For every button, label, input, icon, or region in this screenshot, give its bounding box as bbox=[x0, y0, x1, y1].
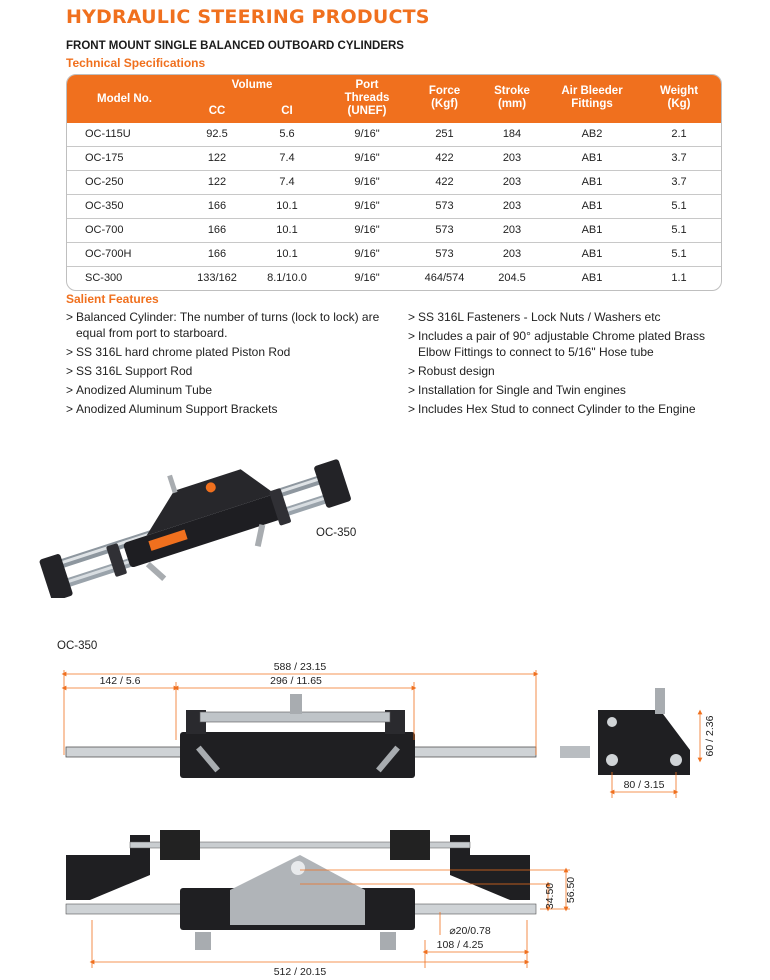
dim-rod-dia: ⌀20/0.78 bbox=[449, 925, 491, 937]
cell-port: 9/16" bbox=[354, 176, 380, 188]
salient-features-heading: Salient Features bbox=[66, 292, 159, 306]
cell-ci: 7.4 bbox=[279, 152, 295, 164]
drawing-caption: OC-350 bbox=[57, 640, 98, 652]
cell-ci: 10.1 bbox=[276, 200, 298, 212]
dim-height-b: 56.50 bbox=[565, 876, 577, 904]
spec-table bbox=[66, 74, 722, 291]
cell-force: 573 bbox=[435, 248, 454, 260]
feature-item: > Anodized Aluminum Tube bbox=[66, 382, 381, 398]
cell-force: 422 bbox=[435, 176, 454, 188]
cell-model: OC-175 bbox=[85, 152, 124, 164]
cell-port: 9/16" bbox=[354, 224, 380, 236]
header-weight: Weight (Kg) bbox=[659, 85, 699, 110]
header-model: Model No. bbox=[97, 93, 152, 105]
cell-port: 9/16" bbox=[354, 272, 380, 284]
cell-stroke: 184 bbox=[502, 128, 522, 140]
cell-model: SC-300 bbox=[85, 272, 123, 284]
feature-item: > Includes a pair of 90° adjustable Chrome plated Brass Elbow Fittings to connect to 5/16" Hose tube bbox=[408, 328, 728, 360]
header-port-threads: Port Threads (UNEF) bbox=[344, 79, 390, 117]
cell-port: 9/16" bbox=[354, 248, 380, 260]
cell-force: 464/574 bbox=[424, 272, 465, 284]
dim-side-width: 80 / 3.15 bbox=[623, 779, 665, 791]
dimension-drawing bbox=[0, 650, 770, 980]
cell-weight: 1.1 bbox=[671, 272, 687, 284]
cell-model: OC-700 bbox=[85, 224, 124, 236]
header-force: Force (Kgf) bbox=[428, 85, 461, 110]
side-view bbox=[66, 694, 536, 778]
photo-caption: OC-350 bbox=[316, 527, 357, 539]
cell-bleeder: AB2 bbox=[581, 128, 603, 140]
cell-model: OC-700H bbox=[85, 248, 132, 260]
features-left-column bbox=[66, 309, 381, 420]
cell-cc: 92.5 bbox=[206, 128, 228, 140]
page-title: HYDRAULIC STEERING PRODUCTS bbox=[66, 6, 430, 28]
table-header bbox=[67, 75, 721, 123]
cell-stroke: 203 bbox=[502, 224, 522, 236]
cell-force: 251 bbox=[435, 128, 454, 140]
header-volume: Volume bbox=[231, 79, 273, 91]
cell-bleeder: AB1 bbox=[581, 200, 603, 212]
header-ci: CI bbox=[281, 105, 293, 117]
header-air-bleeder: Air Bleeder Fittings bbox=[561, 85, 623, 110]
feature-item: > Installation for Single and Twin engines bbox=[408, 382, 728, 398]
feature-item: > Includes Hex Stud to connect Cylinder to the Engine bbox=[408, 401, 728, 417]
cell-ci: 10.1 bbox=[276, 248, 298, 260]
cell-stroke: 203 bbox=[502, 176, 522, 188]
cell-cc: 166 bbox=[207, 200, 227, 212]
cell-cc: 122 bbox=[207, 152, 227, 164]
table-row bbox=[67, 218, 721, 242]
cell-stroke: 203 bbox=[502, 200, 522, 212]
table-row bbox=[67, 146, 721, 170]
cell-weight: 5.1 bbox=[671, 248, 687, 260]
table-row bbox=[67, 170, 721, 194]
dim-overall: 588 / 23.15 bbox=[273, 661, 327, 673]
cell-ci: 5.6 bbox=[279, 128, 295, 140]
cell-stroke: 203 bbox=[502, 248, 522, 260]
cell-cc: 166 bbox=[207, 248, 227, 260]
cell-bleeder: AB1 bbox=[581, 248, 603, 260]
dim-bottom-overall: 512 / 20.15 bbox=[273, 966, 327, 978]
cell-weight: 5.1 bbox=[671, 200, 687, 212]
cell-model: OC-350 bbox=[85, 200, 124, 212]
cell-bleeder: AB1 bbox=[581, 176, 603, 188]
cell-weight: 2.1 bbox=[671, 128, 687, 140]
cylinder-photo bbox=[25, 448, 365, 598]
feature-item: > Balanced Cylinder: The number of turns (lock to lock) are equal from port to starboard. bbox=[66, 309, 381, 341]
features-right-column bbox=[408, 309, 728, 420]
dim-side-height: 60 / 2.36 bbox=[704, 715, 716, 757]
cell-force: 422 bbox=[435, 152, 454, 164]
tech-spec-heading: Technical Specifications bbox=[66, 56, 206, 70]
end-view bbox=[560, 688, 690, 775]
cell-model: OC-250 bbox=[85, 176, 124, 188]
cell-weight: 3.7 bbox=[671, 152, 687, 164]
dim-height-a: 34.50 bbox=[544, 882, 556, 910]
cell-ci: 10.1 bbox=[276, 224, 298, 236]
table-row bbox=[67, 242, 721, 266]
table-row bbox=[67, 123, 721, 146]
cell-port: 9/16" bbox=[354, 152, 380, 164]
feature-item: > SS 316L Fasteners - Lock Nuts / Washers etc bbox=[408, 309, 728, 325]
feature-item: > Robust design bbox=[408, 363, 728, 379]
cell-force: 573 bbox=[435, 224, 454, 236]
header-stroke: Stroke (mm) bbox=[494, 85, 530, 110]
dim-bottom-right: 108 / 4.25 bbox=[436, 939, 484, 951]
cell-bleeder: AB1 bbox=[581, 272, 603, 284]
cell-ci: 7.4 bbox=[279, 176, 295, 188]
cell-bleeder: AB1 bbox=[581, 224, 603, 236]
dim-left-offset: 142 / 5.6 bbox=[99, 675, 141, 687]
dim-center-span: 296 / 11.65 bbox=[270, 675, 322, 687]
cell-port: 9/16" bbox=[354, 128, 380, 140]
cell-stroke: 203 bbox=[502, 152, 522, 164]
table-body bbox=[67, 123, 721, 290]
cell-weight: 3.7 bbox=[671, 176, 687, 188]
feature-item: > SS 316L hard chrome plated Piston Rod bbox=[66, 344, 381, 360]
cell-cc: 166 bbox=[207, 224, 227, 236]
cell-bleeder: AB1 bbox=[581, 152, 603, 164]
header-cc: CC bbox=[208, 105, 226, 117]
cell-stroke: 204.5 bbox=[498, 272, 526, 284]
cell-cc: 133/162 bbox=[197, 272, 237, 284]
cell-port: 9/16" bbox=[354, 200, 380, 212]
product-subtitle: FRONT MOUNT SINGLE BALANCED OUTBOARD CYLINDERS bbox=[66, 40, 404, 52]
feature-item: > Anodized Aluminum Support Brackets bbox=[66, 401, 381, 417]
table-row bbox=[67, 194, 721, 218]
cell-force: 573 bbox=[435, 200, 454, 212]
cell-ci: 8.1/10.0 bbox=[267, 272, 307, 284]
cell-model: OC-115U bbox=[85, 128, 131, 140]
cell-weight: 5.1 bbox=[671, 224, 687, 236]
feature-item: > SS 316L Support Rod bbox=[66, 363, 381, 379]
table-row bbox=[67, 266, 721, 290]
cell-cc: 122 bbox=[207, 176, 227, 188]
